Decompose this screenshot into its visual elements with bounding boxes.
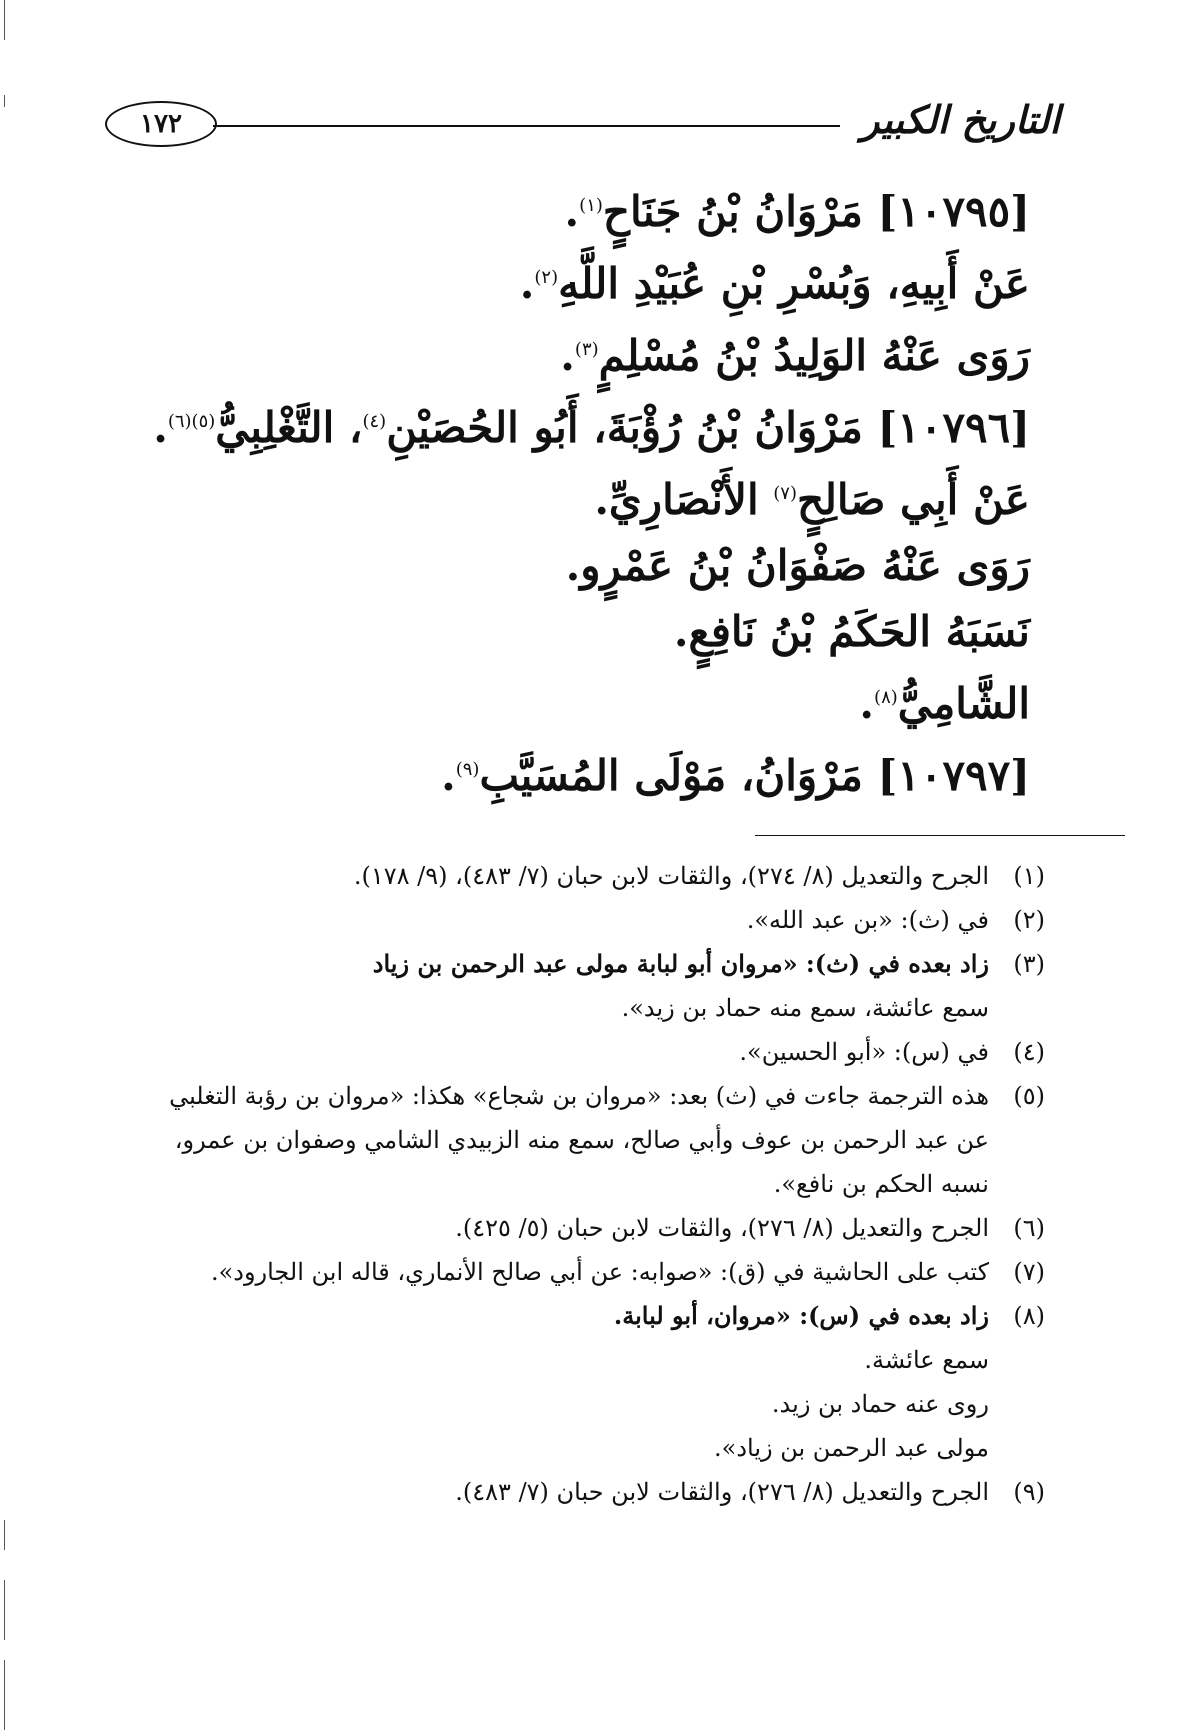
footnote-6: (٦) الجرح والتعديل (٨/ ٢٧٦)، والثقات لابن حبان (٥/ ٤٢٥). [455,1214,1045,1242]
footnote-4: (٤) في (س): «أبو الحسين». [739,1038,1045,1066]
header-rule [213,125,840,127]
book-title: التاريخ الكبير [861,97,1060,142]
entry-10797-heading: [١٠٧٩٧] مَرْوَانُ، مَوْلَى المُسَيَّبِ$^{(٩)}$. [441,751,1030,800]
footnote-7: (٧) كتب على الحاشية في (ق): «صوابه: عن أبي صالح الأنماري، قاله ابن الجارود». [210,1258,1045,1286]
footnote-8: (٨) زاد بعده في (س): «مروان، أبو لبابة. سمع عائشة. روى عنه حماد بن زيد. مولى عبد الرحمن بن زياد». [613,1301,1045,1462]
scan-edge-marks [4,0,7,1734]
footnote-separator [105,835,1065,836]
entry-10796-lineage: نَسَبَهُ الحَكَمُ بْنُ نَافِعٍ. [673,607,1030,656]
main-text [105,173,1065,809]
entry-10795-narrates-from: عَنْ أَبِيهِ، وَبُسْرِ بْنِ عُبَيْدِ اللَّهِ$^{(٢)}$. [519,259,1030,308]
entry-10796-nisba: الشَّامِيُّ$^{(٨)}$. [859,679,1030,728]
footnote-1: (١) الجرح والتعديل (٨/ ٢٧٤)، والثقات لابن حبان (٧/ ٤٨٣)، (٩/ ١٧٨). [353,862,1045,890]
entry-10796-heading: [١٠٧٩٦] مَرْوَانُ بْنُ رُؤْبَةَ، أَبُو الحُصَيْنِ$^{(٤)}$، التَّغْلِبِيُّ$^{(٥)(٦)}$. [153,403,1030,452]
footnote-2: (٢) في (ث): «بن عبد الله». [746,906,1045,934]
entry-10795-narrated-by: رَوَى عَنْهُ الوَلِيدُ بْنُ مُسْلِمٍ$^{(٣)}$. [560,331,1030,380]
entry-10796-narrates-from: عَنْ أَبِي صَالِحٍ$^{(٧)}$ الأَنْصَارِيِّ. [594,475,1030,524]
entry-10795-heading: [١٠٧٩٥] مَرْوَانُ بْنُ جَنَاحٍ$^{(١)}$. [564,187,1030,236]
footnote-9: (٩) الجرح والتعديل (٨/ ٢٧٦)، والثقات لابن حبان (٧/ ٤٨٣). [455,1478,1045,1506]
entry-10796-narrated-by: رَوَى عَنْهُ صَفْوَانُ بْنُ عَمْرٍو. [565,541,1030,590]
footnotes [105,854,1065,1514]
book-page [105,95,1065,1514]
footnote-3: (٣) زاد بعده في (ث): «مروان أبو لبابة مولى عبد الرحمن بن زياد سمع عائشة، سمع منه حماد بن زيد». [372,949,1045,1022]
footnote-5: (٥) هذه الترجمة جاءت في (ث) بعد: «مروان بن شجاع» هكذا: «مروان بن رؤبة التغلبي عن عبد الرحمن بن عوف وأبي صالح، سمع منه الزبيدي الشامي وصفوان بن عمرو، نسبه الحكم بن نافع». [169,1082,1045,1198]
page-number: ١٧٢ [105,101,217,147]
running-header [105,95,1065,157]
